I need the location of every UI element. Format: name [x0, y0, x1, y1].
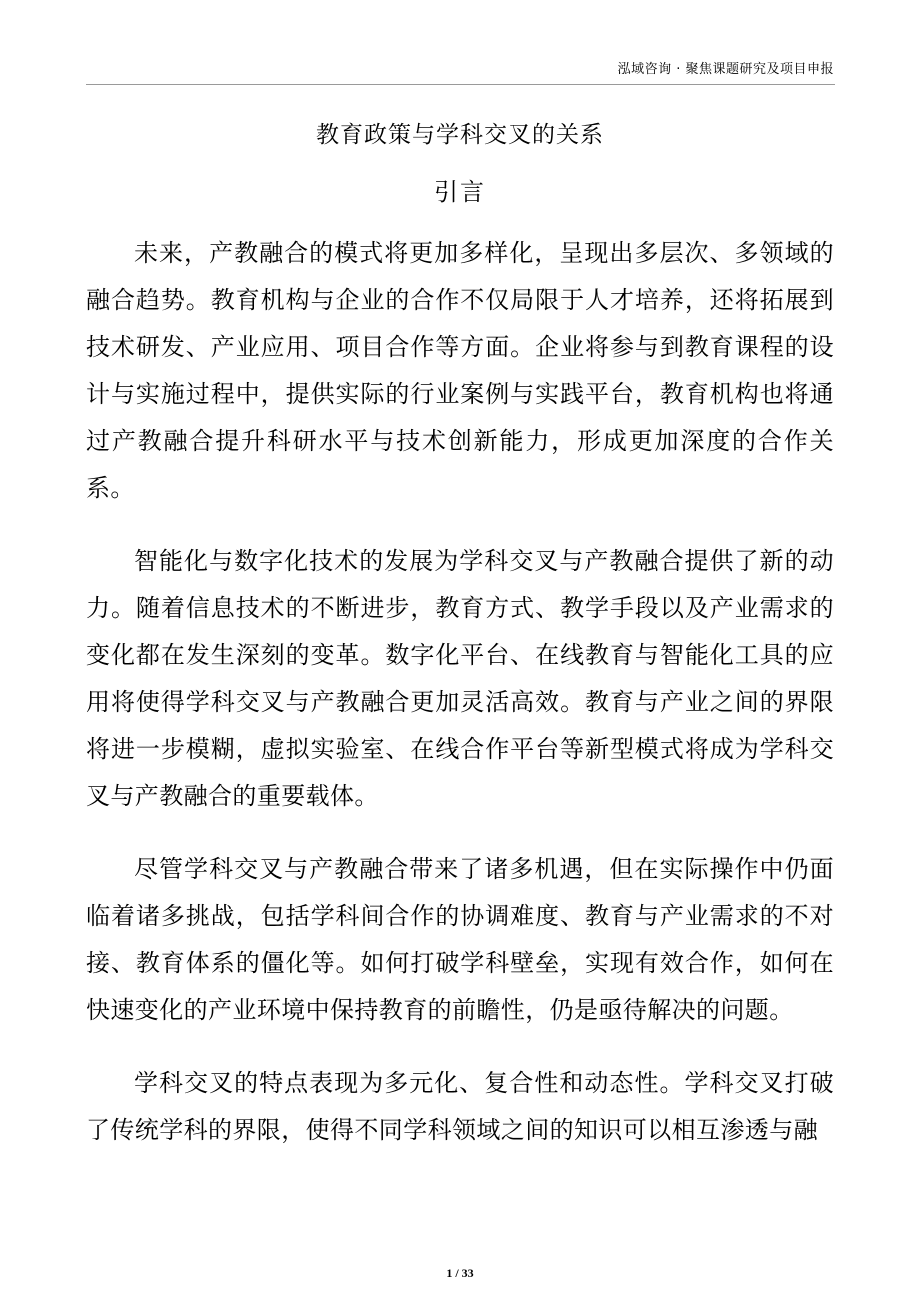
document-title: 教育政策与学科交叉的关系 — [316, 122, 604, 148]
paragraph-1: 未来，产教融合的模式将更加多样化，呈现出多层次、多领域的融合趋势。教育机构与企业的合作不仅局限于人才培养，还将拓展到技术研发、产业应用、项目合作等方面。企业将参与到教育课程的设计与实施过程中，提供实际的行业案例与实践平台，教育机构也将通过产教融合提升科研水平与技术创新能力，形成更加深度的合作关系。 — [86, 239, 834, 502]
section-heading: 引言 — [434, 178, 486, 206]
paragraph-4: 学科交叉的特点表现为多元化、复合性和动态性。学科交叉打破了传统学科的界限，使得不同学科领域之间的知识可以相互渗透与融 — [86, 1069, 834, 1144]
header-divider — [86, 84, 835, 85]
page-header: 泓域咨询 · 聚焦课题研究及项目申报 — [617, 62, 834, 77]
document-body — [86, 230, 834, 1180]
paragraph-3: 尽管学科交叉与产教融合带来了诸多机遇，但在实际操作中仍面临着诸多挑战，包括学科间合作的协调难度、教育与产业需求的不对接、教育体系的僵化等。如何打破学科壁垒，实现有效合作，如何在快速变化的产业环境中保持教育的前瞻性，仍是亟待解决的问题。 — [86, 855, 834, 1024]
paragraph-2: 智能化与数字化技术的发展为学科交叉与产教融合提供了新的动力。随着信息技术的不断进步，教育方式、教学手段以及产业需求的变化都在发生深刻的变革。数字化平台、在线教育与智能化工具的应用将使得学科交叉与产教融合更加灵活高效。教育与产业之间的界限将进一步模糊，虚拟实验室、在线合作平台等新型模式将成为学科交叉与产教融合的重要载体。 — [86, 547, 834, 810]
page-number: 1 / 33 — [446, 1266, 474, 1280]
